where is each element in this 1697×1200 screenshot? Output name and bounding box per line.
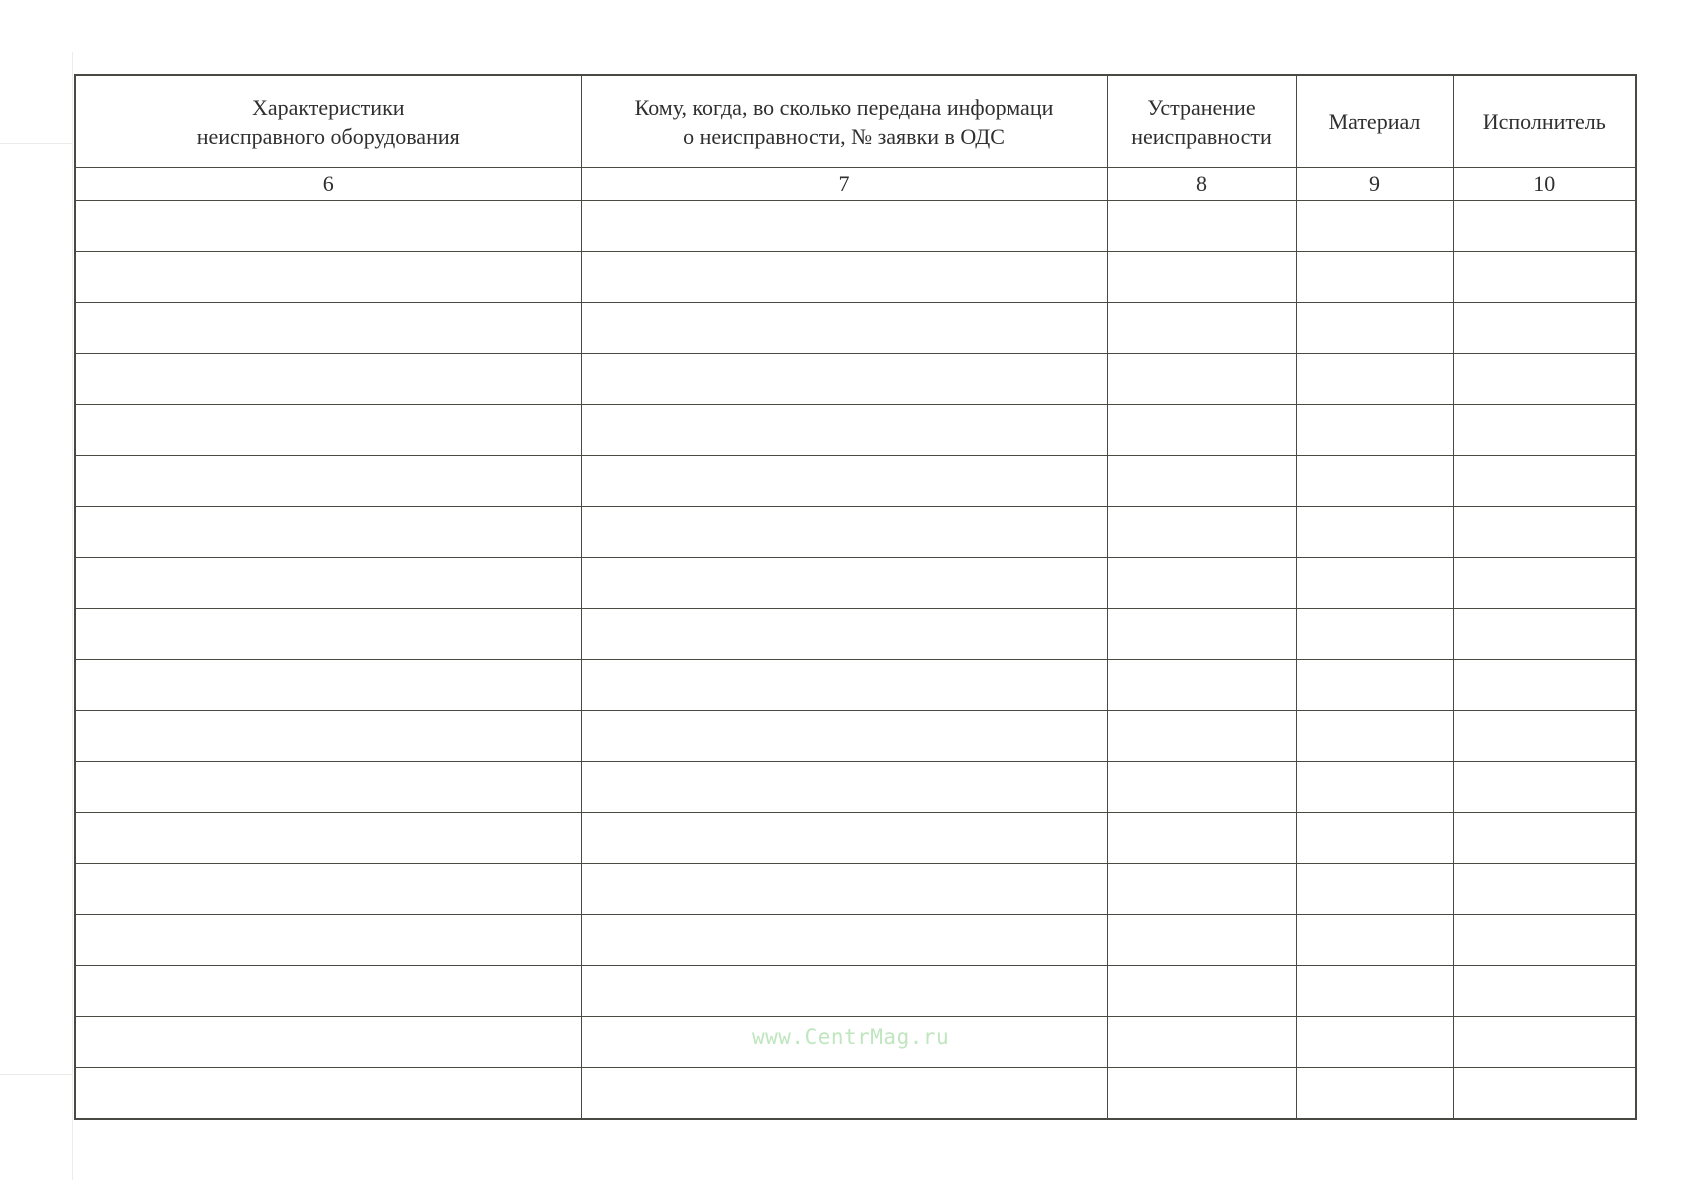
table-body xyxy=(75,201,1636,1120)
table-cell-empty xyxy=(1107,558,1296,609)
header-label: Устранение неисправности xyxy=(1131,94,1272,149)
table-cell-empty xyxy=(1107,456,1296,507)
table-cell-empty xyxy=(1296,711,1453,762)
table-cell-empty xyxy=(75,711,581,762)
table-cell-empty xyxy=(75,1017,581,1068)
table-row xyxy=(75,966,1636,1017)
table-cell-empty xyxy=(1296,558,1453,609)
table-cell-empty xyxy=(1107,762,1296,813)
table-cell-empty xyxy=(1107,813,1296,864)
page-edge-mark-bottom xyxy=(0,1074,72,1075)
table-cell-empty xyxy=(75,558,581,609)
table-cell-empty xyxy=(581,915,1107,966)
table-cell-empty xyxy=(1107,252,1296,303)
column-number-row xyxy=(75,168,1636,201)
page-edge-mark-top xyxy=(0,143,72,144)
table-cell-empty xyxy=(1296,864,1453,915)
table-cell-empty xyxy=(75,405,581,456)
table-cell-empty xyxy=(1296,660,1453,711)
table-row xyxy=(75,915,1636,966)
table-cell-empty xyxy=(1453,711,1636,762)
table-cell-empty xyxy=(1296,1068,1453,1120)
table-row xyxy=(75,660,1636,711)
table-cell-empty xyxy=(1453,1017,1636,1068)
table-header-row xyxy=(75,75,1636,168)
table-cell-empty xyxy=(581,966,1107,1017)
table-cell-empty xyxy=(1453,456,1636,507)
table-cell-empty xyxy=(1296,252,1453,303)
table-row xyxy=(75,1068,1636,1120)
table-cell-empty xyxy=(75,864,581,915)
header-information-transfer xyxy=(581,75,1107,168)
table-cell-empty xyxy=(581,1068,1107,1120)
table-row xyxy=(75,711,1636,762)
table-row xyxy=(75,609,1636,660)
page-edge-line xyxy=(72,52,73,1180)
table-cell-empty xyxy=(1453,201,1636,252)
table-cell-empty xyxy=(581,813,1107,864)
table-cell-empty xyxy=(1107,915,1296,966)
table-cell-empty xyxy=(581,252,1107,303)
table-cell-empty xyxy=(581,456,1107,507)
column-number: 8 xyxy=(1107,168,1296,201)
table-cell-empty xyxy=(581,558,1107,609)
header-label: Кому, когда, во сколько передана информаци о неисправности, № заявки в ОДС xyxy=(634,94,1054,149)
table-cell-empty xyxy=(75,201,581,252)
table-cell-empty xyxy=(581,354,1107,405)
table-row xyxy=(75,762,1636,813)
table-cell-empty xyxy=(1107,1068,1296,1120)
table-cell-empty xyxy=(1107,711,1296,762)
table-cell-empty xyxy=(581,660,1107,711)
table-cell-empty xyxy=(1453,558,1636,609)
header-label: Исполнитель xyxy=(1482,109,1606,134)
table-cell-empty xyxy=(75,609,581,660)
table-cell-empty xyxy=(1296,456,1453,507)
table-cell-empty xyxy=(581,864,1107,915)
table-cell-empty xyxy=(1107,1017,1296,1068)
table-cell-empty xyxy=(1453,507,1636,558)
column-number: 10 xyxy=(1453,168,1636,201)
table-cell-empty xyxy=(1107,609,1296,660)
header-executor xyxy=(1453,75,1636,168)
column-number: 7 xyxy=(581,168,1107,201)
table-cell-empty xyxy=(1296,762,1453,813)
table-cell-empty xyxy=(75,813,581,864)
table-cell-empty xyxy=(1453,252,1636,303)
table-row xyxy=(75,201,1636,252)
header-label: Характеристики неисправного оборудования xyxy=(196,94,460,149)
table-row xyxy=(75,507,1636,558)
table-cell-empty xyxy=(1453,609,1636,660)
table-cell-empty xyxy=(1107,507,1296,558)
table-cell-empty xyxy=(581,507,1107,558)
table-cell-empty xyxy=(1453,762,1636,813)
column-number: 9 xyxy=(1296,168,1453,201)
table-cell-empty xyxy=(1296,354,1453,405)
table-cell-empty xyxy=(1453,1068,1636,1120)
table-cell-empty xyxy=(75,762,581,813)
table-cell-empty xyxy=(75,354,581,405)
table-cell-empty xyxy=(581,762,1107,813)
table-cell-empty xyxy=(1453,660,1636,711)
table-cell-empty xyxy=(1453,966,1636,1017)
table-row xyxy=(75,252,1636,303)
table-cell-empty xyxy=(1107,405,1296,456)
table-row xyxy=(75,456,1636,507)
table-cell-empty xyxy=(75,456,581,507)
table-cell-empty xyxy=(1453,354,1636,405)
table-cell-empty xyxy=(75,966,581,1017)
table-cell-empty xyxy=(581,201,1107,252)
table-cell-empty xyxy=(1296,1017,1453,1068)
journal-table xyxy=(74,74,1637,1120)
table-cell-empty xyxy=(1453,303,1636,354)
table-cell-empty xyxy=(75,660,581,711)
table-cell-empty xyxy=(75,507,581,558)
table-cell-empty xyxy=(1296,813,1453,864)
table-row xyxy=(75,354,1636,405)
table-cell-empty xyxy=(75,915,581,966)
table-cell-empty xyxy=(75,303,581,354)
header-material xyxy=(1296,75,1453,168)
table-cell-empty xyxy=(75,1068,581,1120)
table-cell-empty xyxy=(581,609,1107,660)
table-row xyxy=(75,864,1636,915)
watermark-text: www.CentrMag.ru xyxy=(752,1025,950,1049)
table-cell-empty xyxy=(581,405,1107,456)
header-label: Материал xyxy=(1328,109,1421,134)
table-cell-empty xyxy=(1107,303,1296,354)
table-cell-empty xyxy=(1296,507,1453,558)
header-equipment-characteristics xyxy=(75,75,581,168)
table-cell-empty xyxy=(1107,864,1296,915)
table-cell-empty xyxy=(1107,966,1296,1017)
table-cell-empty xyxy=(1107,660,1296,711)
table-cell-empty xyxy=(1296,609,1453,660)
header-fault-elimination xyxy=(1107,75,1296,168)
table-cell-empty xyxy=(1296,303,1453,354)
table-cell-empty xyxy=(1453,405,1636,456)
column-number: 6 xyxy=(75,168,581,201)
table-cell-empty xyxy=(1453,813,1636,864)
table-cell-empty xyxy=(1296,201,1453,252)
table-row xyxy=(75,303,1636,354)
table-cell-empty xyxy=(581,303,1107,354)
table-cell-empty xyxy=(1107,201,1296,252)
table-cell-empty xyxy=(1296,405,1453,456)
table-cell-empty xyxy=(1107,354,1296,405)
table-row xyxy=(75,405,1636,456)
table-cell-empty xyxy=(1296,915,1453,966)
table-cell-empty xyxy=(1296,966,1453,1017)
table-cell-empty xyxy=(75,252,581,303)
table-cell-empty xyxy=(1453,864,1636,915)
table-row xyxy=(75,813,1636,864)
table-cell-empty xyxy=(1453,915,1636,966)
table-row xyxy=(75,558,1636,609)
table-cell-empty xyxy=(581,711,1107,762)
